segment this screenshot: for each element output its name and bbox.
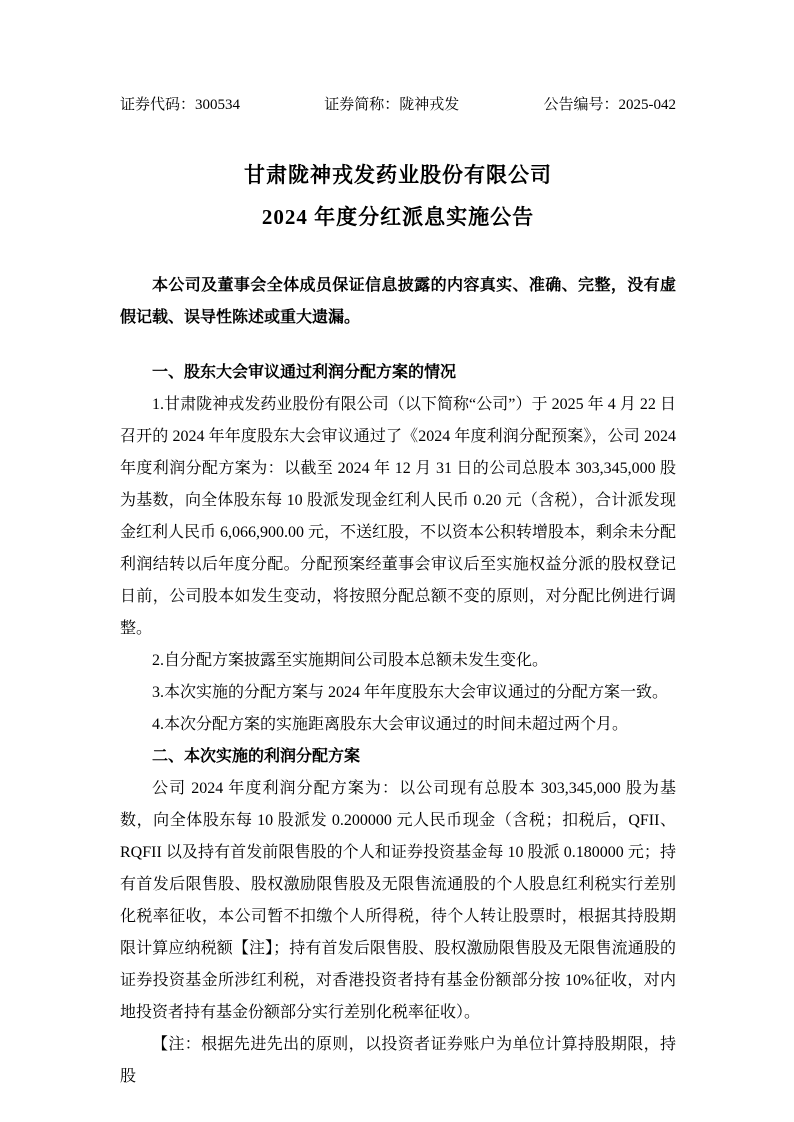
section-1-heading: 一、股东大会审议通过利润分配方案的情况 <box>152 364 457 381</box>
stock-abbreviation: 证券简称：陇神戎发 <box>324 97 460 113</box>
section-2-heading: 二、本次实施的利润分配方案 <box>152 748 361 765</box>
stock-code: 证券代码：300534 <box>120 97 241 113</box>
announcement-title: 2024 年度分红派息实施公告 <box>261 205 535 229</box>
document-header <box>120 95 676 115</box>
section-1-paragraph-4: 4.本次分配方案的实施距离股东大会审议通过的时间未超过两个月。 <box>152 716 629 733</box>
section-1-paragraph-1: 1.甘肃陇神戎发药业股份有限公司（以下简称“公司”）于 2025 年 4 月 22 日召开的 2024 年年度股东大会审议通过了《2024 年度利润分配预案》，公司 2024 年度利润分配方案为：以截至 2024 年 12 月 31 日的公司总股本 303,345,000 股为基数，向全体股东每 10 股派发现金红利人民币 0.20 元（含税），合计派发现金红利人民币 6,066,900.00 元，不送红股，不以资本公积转增股本，剩余未分配利润结转以后年度分配。分配预案经董事会审议后至实施权益分派的股权登记日前，公司股本如发生变动，将按照分配总额不变的原则，对分配比例进行调整。 <box>120 396 677 637</box>
section-1-paragraph-2: 2.自分配方案披露至实施期间公司股本总额未发生变化。 <box>152 652 549 669</box>
company-name-title: 甘肃陇神戎发药业股份有限公司 <box>244 163 552 187</box>
section-1-paragraph-3: 3.本次实施的分配方案与 2024 年年度股东大会审议通过的分配方案一致。 <box>152 684 669 701</box>
board-disclaimer: 本公司及董事会全体成员保证信息披露的内容真实、准确、完整，没有虚假记载、误导性陈述或重大遗漏。 <box>120 277 676 326</box>
section-2-note-paragraph: 【注：根据先进先出的原则，以投资者证券账户为单位计算持股期限，持股 <box>120 1036 676 1085</box>
announcement-number: 公告编号：2025-042 <box>543 97 676 113</box>
section-2-paragraph-1: 公司 2024 年度利润分配方案为：以公司现有总股本 303,345,000 股为基数，向全体股东每 10 股派发 0.200000 元人民币现金（含税；扣税后，QFII、RQFII 以及持有首发前限售股的个人和证券投资基金每 10 股派 0.180000 元；持有首发后限售股、股权激励限售股及无限售流通股的个人股息红利税实行差别化税率征收，本公司暂不扣缴个人所得税，待个人转让股票时，根据其持股期限计算应纳税额【注】；持有首发后限售股、股权激励限售股及无限售流通股的证券投资基金所涉红利税，对香港投资者持有基金份额部分按 10%征收，对内地投资者持有基金份额部分实行差别化税率征收）。 <box>120 780 676 1021</box>
